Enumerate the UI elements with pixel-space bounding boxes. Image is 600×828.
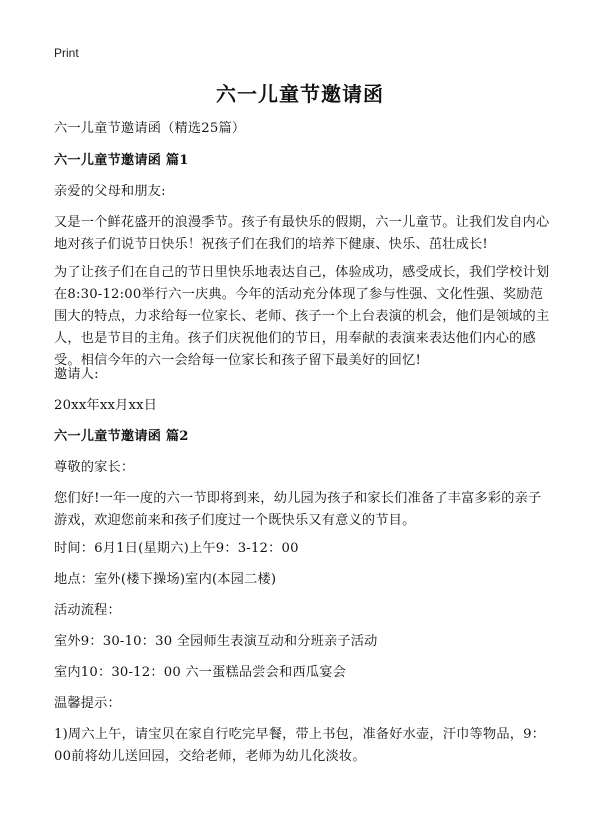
section-1-inviter: 邀请人: — [54, 367, 99, 382]
section-2-greeting: 尊敬的家长： — [54, 460, 135, 475]
section-1-heading: 六一儿童节邀请函 篇1 — [54, 153, 189, 168]
section-2-place: 地点：室外(楼下操场)室内(本园二楼) — [54, 572, 277, 587]
page-title: 六一儿童节邀请函 — [216, 82, 384, 106]
section-1-date: 20xx年xx月xx日 — [54, 398, 158, 413]
section-1-paragraph-2: 为了让孩子们在自己的节日里快乐地表达自己，体验成功，感受成长，我们学校计划在8:30-12:00举行六一庆典。今年的活动充分体现了参与性强、文化性强、奖励范围大的特点，力求给每一位家长、老师、孩子一个上台表演的机会，他们是领域的主人，也是节目的主角。孩子们庆祝他们的节日，用奉献的表演来表达他们内心的感受。相信今年的六一会给每一位家长和孩子留下最美好的回忆! — [54, 265, 550, 368]
section-2-heading: 六一儿童节邀请函 篇2 — [54, 429, 189, 444]
section-2-flow-item-1: 室外9：30-10：30 全园师生表演互动和分班亲子活动 — [54, 634, 378, 649]
section-2-time: 时间：6月1日(星期六)上午9：3-12：00 — [54, 541, 299, 556]
section-2-paragraph-1: 您们好!一年一度的六一节即将到来，幼儿园为孩子和家长们准备了丰富多彩的亲子游戏，欢迎您前来和孩子们度过一个既快乐又有意义的节目。 — [54, 491, 542, 528]
section-2-flow-label: 活动流程： — [54, 603, 121, 618]
print-link[interactable]: Print — [54, 46, 79, 60]
section-2-tip-1: 1)周六上午，请宝贝在家自行吃完早餐，带上书包，准备好水壶，汗巾等物品，9：00前将幼儿送回园，交给老师，老师为幼儿化淡妆。 — [54, 727, 546, 764]
subtitle: 六一儿童节邀请函（精选25篇） — [54, 121, 246, 136]
section-2-tips-label: 温馨提示： — [54, 696, 121, 711]
section-1-paragraph-1: 又是一个鲜花盛开的浪漫季节。孩子有最快乐的假期，六一儿童节。让我们发自内心地对孩子们说节日快乐！祝孩子们在我们的培养下健康、快乐、茁壮成长! — [54, 215, 550, 252]
section-1-greeting: 亲爱的父母和朋友: — [54, 184, 166, 199]
section-2-flow-item-2: 室内10：30-12：00 六一蛋糕品尝会和西瓜宴会 — [54, 665, 346, 680]
